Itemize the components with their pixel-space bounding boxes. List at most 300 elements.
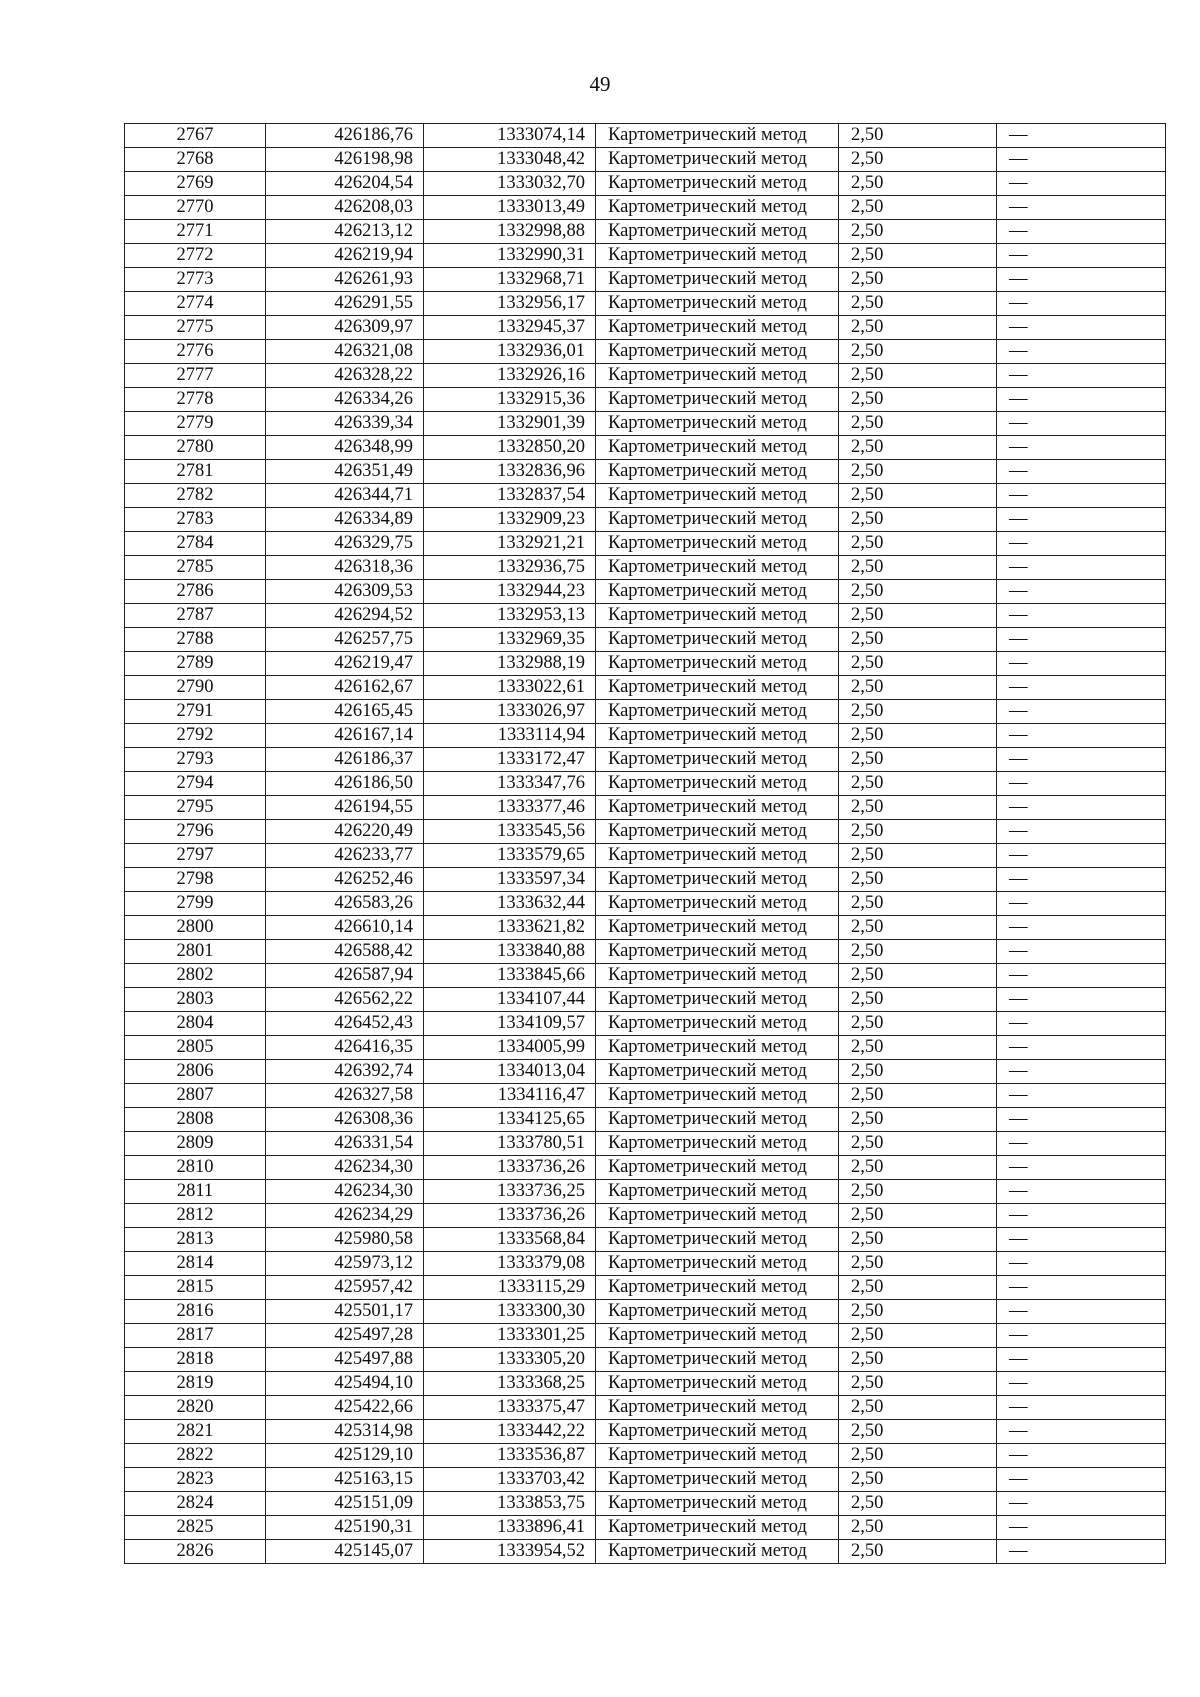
description-cell: — bbox=[997, 244, 1166, 268]
point-number-cell: 2792 bbox=[125, 724, 266, 748]
accuracy-cell: 2,50 bbox=[839, 580, 997, 604]
accuracy-cell: 2,50 bbox=[839, 1204, 997, 1228]
method-cell: Картометрический метод bbox=[596, 796, 839, 820]
point-number-cell: 2820 bbox=[125, 1396, 266, 1420]
description-cell: — bbox=[997, 844, 1166, 868]
x-coordinate-cell: 426234,30 bbox=[266, 1180, 424, 1204]
accuracy-cell: 2,50 bbox=[839, 796, 997, 820]
point-number-cell: 2790 bbox=[125, 676, 266, 700]
accuracy-cell: 2,50 bbox=[839, 1372, 997, 1396]
description-cell: — bbox=[997, 772, 1166, 796]
y-coordinate-cell: 1333022,61 bbox=[424, 676, 596, 700]
point-number-cell: 2803 bbox=[125, 988, 266, 1012]
method-cell: Картометрический метод bbox=[596, 1108, 839, 1132]
table-row bbox=[125, 556, 1166, 580]
method-cell: Картометрический метод bbox=[596, 1132, 839, 1156]
description-cell: — bbox=[997, 748, 1166, 772]
point-number-cell: 2793 bbox=[125, 748, 266, 772]
accuracy-cell: 2,50 bbox=[839, 868, 997, 892]
description-cell: — bbox=[997, 1012, 1166, 1036]
method-cell: Картометрический метод bbox=[596, 1516, 839, 1540]
accuracy-cell: 2,50 bbox=[839, 1396, 997, 1420]
y-coordinate-cell: 1333115,29 bbox=[424, 1276, 596, 1300]
point-number-cell: 2819 bbox=[125, 1372, 266, 1396]
accuracy-cell: 2,50 bbox=[839, 1348, 997, 1372]
point-number-cell: 2767 bbox=[125, 124, 266, 148]
table-row bbox=[125, 460, 1166, 484]
table-row bbox=[125, 772, 1166, 796]
description-cell: — bbox=[997, 1036, 1166, 1060]
method-cell: Картометрический метод bbox=[596, 1228, 839, 1252]
x-coordinate-cell: 426252,46 bbox=[266, 868, 424, 892]
description-cell: — bbox=[997, 628, 1166, 652]
description-cell: — bbox=[997, 1540, 1166, 1564]
x-coordinate-cell: 426588,42 bbox=[266, 940, 424, 964]
x-coordinate-cell: 426329,75 bbox=[266, 532, 424, 556]
table-row bbox=[125, 676, 1166, 700]
x-coordinate-cell: 426204,54 bbox=[266, 172, 424, 196]
x-coordinate-cell: 426257,75 bbox=[266, 628, 424, 652]
x-coordinate-cell: 425145,07 bbox=[266, 1540, 424, 1564]
accuracy-cell: 2,50 bbox=[839, 124, 997, 148]
y-coordinate-cell: 1333632,44 bbox=[424, 892, 596, 916]
description-cell: — bbox=[997, 1468, 1166, 1492]
description-cell: — bbox=[997, 340, 1166, 364]
x-coordinate-cell: 426318,36 bbox=[266, 556, 424, 580]
table-row bbox=[125, 220, 1166, 244]
table-row bbox=[125, 1204, 1166, 1228]
method-cell: Картометрический метод bbox=[596, 316, 839, 340]
accuracy-cell: 2,50 bbox=[839, 460, 997, 484]
method-cell: Картометрический метод bbox=[596, 1396, 839, 1420]
y-coordinate-cell: 1333074,14 bbox=[424, 124, 596, 148]
y-coordinate-cell: 1332921,21 bbox=[424, 532, 596, 556]
x-coordinate-cell: 425314,98 bbox=[266, 1420, 424, 1444]
x-coordinate-cell: 425422,66 bbox=[266, 1396, 424, 1420]
y-coordinate-cell: 1332990,31 bbox=[424, 244, 596, 268]
table-row bbox=[125, 1060, 1166, 1084]
accuracy-cell: 2,50 bbox=[839, 628, 997, 652]
point-number-cell: 2817 bbox=[125, 1324, 266, 1348]
y-coordinate-cell: 1332901,39 bbox=[424, 412, 596, 436]
x-coordinate-cell: 426416,35 bbox=[266, 1036, 424, 1060]
table-row bbox=[125, 292, 1166, 316]
table-row bbox=[125, 820, 1166, 844]
y-coordinate-cell: 1332926,16 bbox=[424, 364, 596, 388]
method-cell: Картометрический метод bbox=[596, 604, 839, 628]
point-number-cell: 2807 bbox=[125, 1084, 266, 1108]
x-coordinate-cell: 425497,28 bbox=[266, 1324, 424, 1348]
y-coordinate-cell: 1333780,51 bbox=[424, 1132, 596, 1156]
x-coordinate-cell: 425501,17 bbox=[266, 1300, 424, 1324]
y-coordinate-cell: 1332909,23 bbox=[424, 508, 596, 532]
accuracy-cell: 2,50 bbox=[839, 1300, 997, 1324]
y-coordinate-cell: 1333375,47 bbox=[424, 1396, 596, 1420]
description-cell: — bbox=[997, 940, 1166, 964]
x-coordinate-cell: 425497,88 bbox=[266, 1348, 424, 1372]
method-cell: Картометрический метод bbox=[596, 196, 839, 220]
y-coordinate-cell: 1333379,08 bbox=[424, 1252, 596, 1276]
description-cell: — bbox=[997, 1252, 1166, 1276]
x-coordinate-cell: 426234,29 bbox=[266, 1204, 424, 1228]
method-cell: Картометрический метод bbox=[596, 1252, 839, 1276]
table-row bbox=[125, 916, 1166, 940]
x-coordinate-cell: 426348,99 bbox=[266, 436, 424, 460]
point-number-cell: 2777 bbox=[125, 364, 266, 388]
x-coordinate-cell: 425973,12 bbox=[266, 1252, 424, 1276]
accuracy-cell: 2,50 bbox=[839, 892, 997, 916]
point-number-cell: 2784 bbox=[125, 532, 266, 556]
y-coordinate-cell: 1332956,17 bbox=[424, 292, 596, 316]
point-number-cell: 2775 bbox=[125, 316, 266, 340]
x-coordinate-cell: 426328,22 bbox=[266, 364, 424, 388]
table-row bbox=[125, 604, 1166, 628]
point-number-cell: 2791 bbox=[125, 700, 266, 724]
method-cell: Картометрический метод bbox=[596, 1060, 839, 1084]
point-number-cell: 2770 bbox=[125, 196, 266, 220]
description-cell: — bbox=[997, 1420, 1166, 1444]
accuracy-cell: 2,50 bbox=[839, 1324, 997, 1348]
y-coordinate-cell: 1333013,49 bbox=[424, 196, 596, 220]
x-coordinate-cell: 426194,55 bbox=[266, 796, 424, 820]
description-cell: — bbox=[997, 1444, 1166, 1468]
point-number-cell: 2809 bbox=[125, 1132, 266, 1156]
x-coordinate-cell: 426186,76 bbox=[266, 124, 424, 148]
description-cell: — bbox=[997, 1204, 1166, 1228]
description-cell: — bbox=[997, 964, 1166, 988]
description-cell: — bbox=[997, 1276, 1166, 1300]
point-number-cell: 2804 bbox=[125, 1012, 266, 1036]
x-coordinate-cell: 426309,53 bbox=[266, 580, 424, 604]
table-row bbox=[125, 1228, 1166, 1252]
method-cell: Картометрический метод bbox=[596, 820, 839, 844]
accuracy-cell: 2,50 bbox=[839, 364, 997, 388]
method-cell: Картометрический метод bbox=[596, 580, 839, 604]
method-cell: Картометрический метод bbox=[596, 1468, 839, 1492]
y-coordinate-cell: 1332998,88 bbox=[424, 220, 596, 244]
y-coordinate-cell: 1333840,88 bbox=[424, 940, 596, 964]
point-number-cell: 2823 bbox=[125, 1468, 266, 1492]
x-coordinate-cell: 426331,54 bbox=[266, 1132, 424, 1156]
description-cell: — bbox=[997, 1324, 1166, 1348]
accuracy-cell: 2,50 bbox=[839, 196, 997, 220]
point-number-cell: 2787 bbox=[125, 604, 266, 628]
x-coordinate-cell: 425494,10 bbox=[266, 1372, 424, 1396]
y-coordinate-cell: 1332969,35 bbox=[424, 628, 596, 652]
description-cell: — bbox=[997, 1516, 1166, 1540]
description-cell: — bbox=[997, 1492, 1166, 1516]
y-coordinate-cell: 1334125,65 bbox=[424, 1108, 596, 1132]
accuracy-cell: 2,50 bbox=[839, 532, 997, 556]
table-row bbox=[125, 1084, 1166, 1108]
table-row bbox=[125, 412, 1166, 436]
table-row bbox=[125, 748, 1166, 772]
method-cell: Картометрический метод bbox=[596, 1084, 839, 1108]
point-number-cell: 2810 bbox=[125, 1156, 266, 1180]
method-cell: Картометрический метод bbox=[596, 124, 839, 148]
table-row bbox=[125, 1012, 1166, 1036]
point-number-cell: 2778 bbox=[125, 388, 266, 412]
y-coordinate-cell: 1333377,46 bbox=[424, 796, 596, 820]
point-number-cell: 2794 bbox=[125, 772, 266, 796]
table-row bbox=[125, 1420, 1166, 1444]
description-cell: — bbox=[997, 508, 1166, 532]
table-row bbox=[125, 1276, 1166, 1300]
x-coordinate-cell: 426186,50 bbox=[266, 772, 424, 796]
method-cell: Картометрический метод bbox=[596, 1300, 839, 1324]
table-row bbox=[125, 724, 1166, 748]
method-cell: Картометрический метод bbox=[596, 292, 839, 316]
y-coordinate-cell: 1333347,76 bbox=[424, 772, 596, 796]
x-coordinate-cell: 426162,67 bbox=[266, 676, 424, 700]
accuracy-cell: 2,50 bbox=[839, 148, 997, 172]
description-cell: — bbox=[997, 316, 1166, 340]
point-number-cell: 2798 bbox=[125, 868, 266, 892]
description-cell: — bbox=[997, 1156, 1166, 1180]
point-number-cell: 2782 bbox=[125, 484, 266, 508]
accuracy-cell: 2,50 bbox=[839, 1276, 997, 1300]
description-cell: — bbox=[997, 676, 1166, 700]
accuracy-cell: 2,50 bbox=[839, 1108, 997, 1132]
x-coordinate-cell: 426392,74 bbox=[266, 1060, 424, 1084]
method-cell: Картометрический метод bbox=[596, 484, 839, 508]
table-row bbox=[125, 1108, 1166, 1132]
x-coordinate-cell: 426610,14 bbox=[266, 916, 424, 940]
accuracy-cell: 2,50 bbox=[839, 604, 997, 628]
table-row bbox=[125, 892, 1166, 916]
x-coordinate-cell: 426339,34 bbox=[266, 412, 424, 436]
description-cell: — bbox=[997, 220, 1166, 244]
table-row bbox=[125, 316, 1166, 340]
method-cell: Картометрический метод bbox=[596, 364, 839, 388]
description-cell: — bbox=[997, 292, 1166, 316]
table-row bbox=[125, 1444, 1166, 1468]
y-coordinate-cell: 1333114,94 bbox=[424, 724, 596, 748]
x-coordinate-cell: 426562,22 bbox=[266, 988, 424, 1012]
accuracy-cell: 2,50 bbox=[839, 940, 997, 964]
y-coordinate-cell: 1332945,37 bbox=[424, 316, 596, 340]
y-coordinate-cell: 1333442,22 bbox=[424, 1420, 596, 1444]
table-row bbox=[125, 964, 1166, 988]
point-number-cell: 2780 bbox=[125, 436, 266, 460]
y-coordinate-cell: 1334005,99 bbox=[424, 1036, 596, 1060]
x-coordinate-cell: 426321,08 bbox=[266, 340, 424, 364]
method-cell: Картометрический метод bbox=[596, 412, 839, 436]
y-coordinate-cell: 1333736,26 bbox=[424, 1156, 596, 1180]
description-cell: — bbox=[997, 916, 1166, 940]
accuracy-cell: 2,50 bbox=[839, 1516, 997, 1540]
point-number-cell: 2797 bbox=[125, 844, 266, 868]
method-cell: Картометрический метод bbox=[596, 1348, 839, 1372]
y-coordinate-cell: 1332836,96 bbox=[424, 460, 596, 484]
x-coordinate-cell: 426198,98 bbox=[266, 148, 424, 172]
description-cell: — bbox=[997, 556, 1166, 580]
table-row bbox=[125, 364, 1166, 388]
accuracy-cell: 2,50 bbox=[839, 388, 997, 412]
description-cell: — bbox=[997, 580, 1166, 604]
x-coordinate-cell: 425957,42 bbox=[266, 1276, 424, 1300]
y-coordinate-cell: 1333032,70 bbox=[424, 172, 596, 196]
point-number-cell: 2821 bbox=[125, 1420, 266, 1444]
x-coordinate-cell: 426583,26 bbox=[266, 892, 424, 916]
description-cell: — bbox=[997, 1300, 1166, 1324]
y-coordinate-cell: 1332936,75 bbox=[424, 556, 596, 580]
accuracy-cell: 2,50 bbox=[839, 1036, 997, 1060]
description-cell: — bbox=[997, 412, 1166, 436]
y-coordinate-cell: 1332944,23 bbox=[424, 580, 596, 604]
method-cell: Картометрический метод bbox=[596, 388, 839, 412]
method-cell: Картометрический метод bbox=[596, 556, 839, 580]
description-cell: — bbox=[997, 700, 1166, 724]
table-row bbox=[125, 388, 1166, 412]
description-cell: — bbox=[997, 892, 1166, 916]
accuracy-cell: 2,50 bbox=[839, 844, 997, 868]
point-number-cell: 2776 bbox=[125, 340, 266, 364]
y-coordinate-cell: 1333845,66 bbox=[424, 964, 596, 988]
point-number-cell: 2815 bbox=[125, 1276, 266, 1300]
method-cell: Картометрический метод bbox=[596, 988, 839, 1012]
accuracy-cell: 2,50 bbox=[839, 556, 997, 580]
accuracy-cell: 2,50 bbox=[839, 1132, 997, 1156]
table-row bbox=[125, 1300, 1166, 1324]
y-coordinate-cell: 1332953,13 bbox=[424, 604, 596, 628]
method-cell: Картометрический метод bbox=[596, 1180, 839, 1204]
point-number-cell: 2768 bbox=[125, 148, 266, 172]
y-coordinate-cell: 1333621,82 bbox=[424, 916, 596, 940]
description-cell: — bbox=[997, 436, 1166, 460]
x-coordinate-cell: 426219,47 bbox=[266, 652, 424, 676]
point-number-cell: 2785 bbox=[125, 556, 266, 580]
method-cell: Картометрический метод bbox=[596, 916, 839, 940]
point-number-cell: 2786 bbox=[125, 580, 266, 604]
accuracy-cell: 2,50 bbox=[839, 1180, 997, 1204]
point-number-cell: 2808 bbox=[125, 1108, 266, 1132]
y-coordinate-cell: 1334116,47 bbox=[424, 1084, 596, 1108]
table-row bbox=[125, 484, 1166, 508]
method-cell: Картометрический метод bbox=[596, 724, 839, 748]
accuracy-cell: 2,50 bbox=[839, 340, 997, 364]
accuracy-cell: 2,50 bbox=[839, 484, 997, 508]
table-row bbox=[125, 1468, 1166, 1492]
accuracy-cell: 2,50 bbox=[839, 652, 997, 676]
x-coordinate-cell: 426344,71 bbox=[266, 484, 424, 508]
x-coordinate-cell: 426327,58 bbox=[266, 1084, 424, 1108]
point-number-cell: 2796 bbox=[125, 820, 266, 844]
table-row bbox=[125, 196, 1166, 220]
accuracy-cell: 2,50 bbox=[839, 724, 997, 748]
coordinates-table bbox=[124, 123, 1166, 1564]
point-number-cell: 2812 bbox=[125, 1204, 266, 1228]
coordinates-table-body bbox=[125, 124, 1166, 1564]
point-number-cell: 2771 bbox=[125, 220, 266, 244]
method-cell: Картометрический метод bbox=[596, 1276, 839, 1300]
table-row bbox=[125, 148, 1166, 172]
method-cell: Картометрический метод bbox=[596, 748, 839, 772]
table-row bbox=[125, 940, 1166, 964]
description-cell: — bbox=[997, 364, 1166, 388]
method-cell: Картометрический метод bbox=[596, 676, 839, 700]
method-cell: Картометрический метод bbox=[596, 436, 839, 460]
accuracy-cell: 2,50 bbox=[839, 1540, 997, 1564]
point-number-cell: 2825 bbox=[125, 1516, 266, 1540]
accuracy-cell: 2,50 bbox=[839, 316, 997, 340]
table-row bbox=[125, 868, 1166, 892]
method-cell: Картометрический метод bbox=[596, 652, 839, 676]
accuracy-cell: 2,50 bbox=[839, 1156, 997, 1180]
description-cell: — bbox=[997, 388, 1166, 412]
y-coordinate-cell: 1333597,34 bbox=[424, 868, 596, 892]
table-row bbox=[125, 268, 1166, 292]
x-coordinate-cell: 426308,36 bbox=[266, 1108, 424, 1132]
description-cell: — bbox=[997, 1180, 1166, 1204]
x-coordinate-cell: 426220,49 bbox=[266, 820, 424, 844]
y-coordinate-cell: 1333579,65 bbox=[424, 844, 596, 868]
y-coordinate-cell: 1334109,57 bbox=[424, 1012, 596, 1036]
point-number-cell: 2805 bbox=[125, 1036, 266, 1060]
table-row bbox=[125, 580, 1166, 604]
description-cell: — bbox=[997, 460, 1166, 484]
x-coordinate-cell: 425129,10 bbox=[266, 1444, 424, 1468]
point-number-cell: 2822 bbox=[125, 1444, 266, 1468]
method-cell: Картометрический метод bbox=[596, 892, 839, 916]
accuracy-cell: 2,50 bbox=[839, 268, 997, 292]
method-cell: Картометрический метод bbox=[596, 964, 839, 988]
x-coordinate-cell: 426261,93 bbox=[266, 268, 424, 292]
point-number-cell: 2802 bbox=[125, 964, 266, 988]
point-number-cell: 2799 bbox=[125, 892, 266, 916]
method-cell: Картометрический метод bbox=[596, 340, 839, 364]
x-coordinate-cell: 426334,89 bbox=[266, 508, 424, 532]
description-cell: — bbox=[997, 1060, 1166, 1084]
method-cell: Картометрический метод bbox=[596, 1444, 839, 1468]
table-row bbox=[125, 796, 1166, 820]
x-coordinate-cell: 425151,09 bbox=[266, 1492, 424, 1516]
x-coordinate-cell: 426294,52 bbox=[266, 604, 424, 628]
method-cell: Картометрический метод bbox=[596, 700, 839, 724]
method-cell: Картометрический метод bbox=[596, 460, 839, 484]
method-cell: Картометрический метод bbox=[596, 172, 839, 196]
description-cell: — bbox=[997, 604, 1166, 628]
point-number-cell: 2816 bbox=[125, 1300, 266, 1324]
table-row bbox=[125, 700, 1166, 724]
accuracy-cell: 2,50 bbox=[839, 1252, 997, 1276]
point-number-cell: 2772 bbox=[125, 244, 266, 268]
accuracy-cell: 2,50 bbox=[839, 1492, 997, 1516]
accuracy-cell: 2,50 bbox=[839, 220, 997, 244]
table-row bbox=[125, 1540, 1166, 1564]
method-cell: Картометрический метод bbox=[596, 1420, 839, 1444]
x-coordinate-cell: 425980,58 bbox=[266, 1228, 424, 1252]
accuracy-cell: 2,50 bbox=[839, 292, 997, 316]
description-cell: — bbox=[997, 484, 1166, 508]
y-coordinate-cell: 1333853,75 bbox=[424, 1492, 596, 1516]
y-coordinate-cell: 1333536,87 bbox=[424, 1444, 596, 1468]
point-number-cell: 2783 bbox=[125, 508, 266, 532]
description-cell: — bbox=[997, 1084, 1166, 1108]
description-cell: — bbox=[997, 532, 1166, 556]
accuracy-cell: 2,50 bbox=[839, 1084, 997, 1108]
y-coordinate-cell: 1333703,42 bbox=[424, 1468, 596, 1492]
y-coordinate-cell: 1332837,54 bbox=[424, 484, 596, 508]
description-cell: — bbox=[997, 1348, 1166, 1372]
table-row bbox=[125, 436, 1166, 460]
table-row bbox=[125, 1132, 1166, 1156]
accuracy-cell: 2,50 bbox=[839, 1228, 997, 1252]
y-coordinate-cell: 1333048,42 bbox=[424, 148, 596, 172]
table-row bbox=[125, 244, 1166, 268]
point-number-cell: 2773 bbox=[125, 268, 266, 292]
accuracy-cell: 2,50 bbox=[839, 1468, 997, 1492]
